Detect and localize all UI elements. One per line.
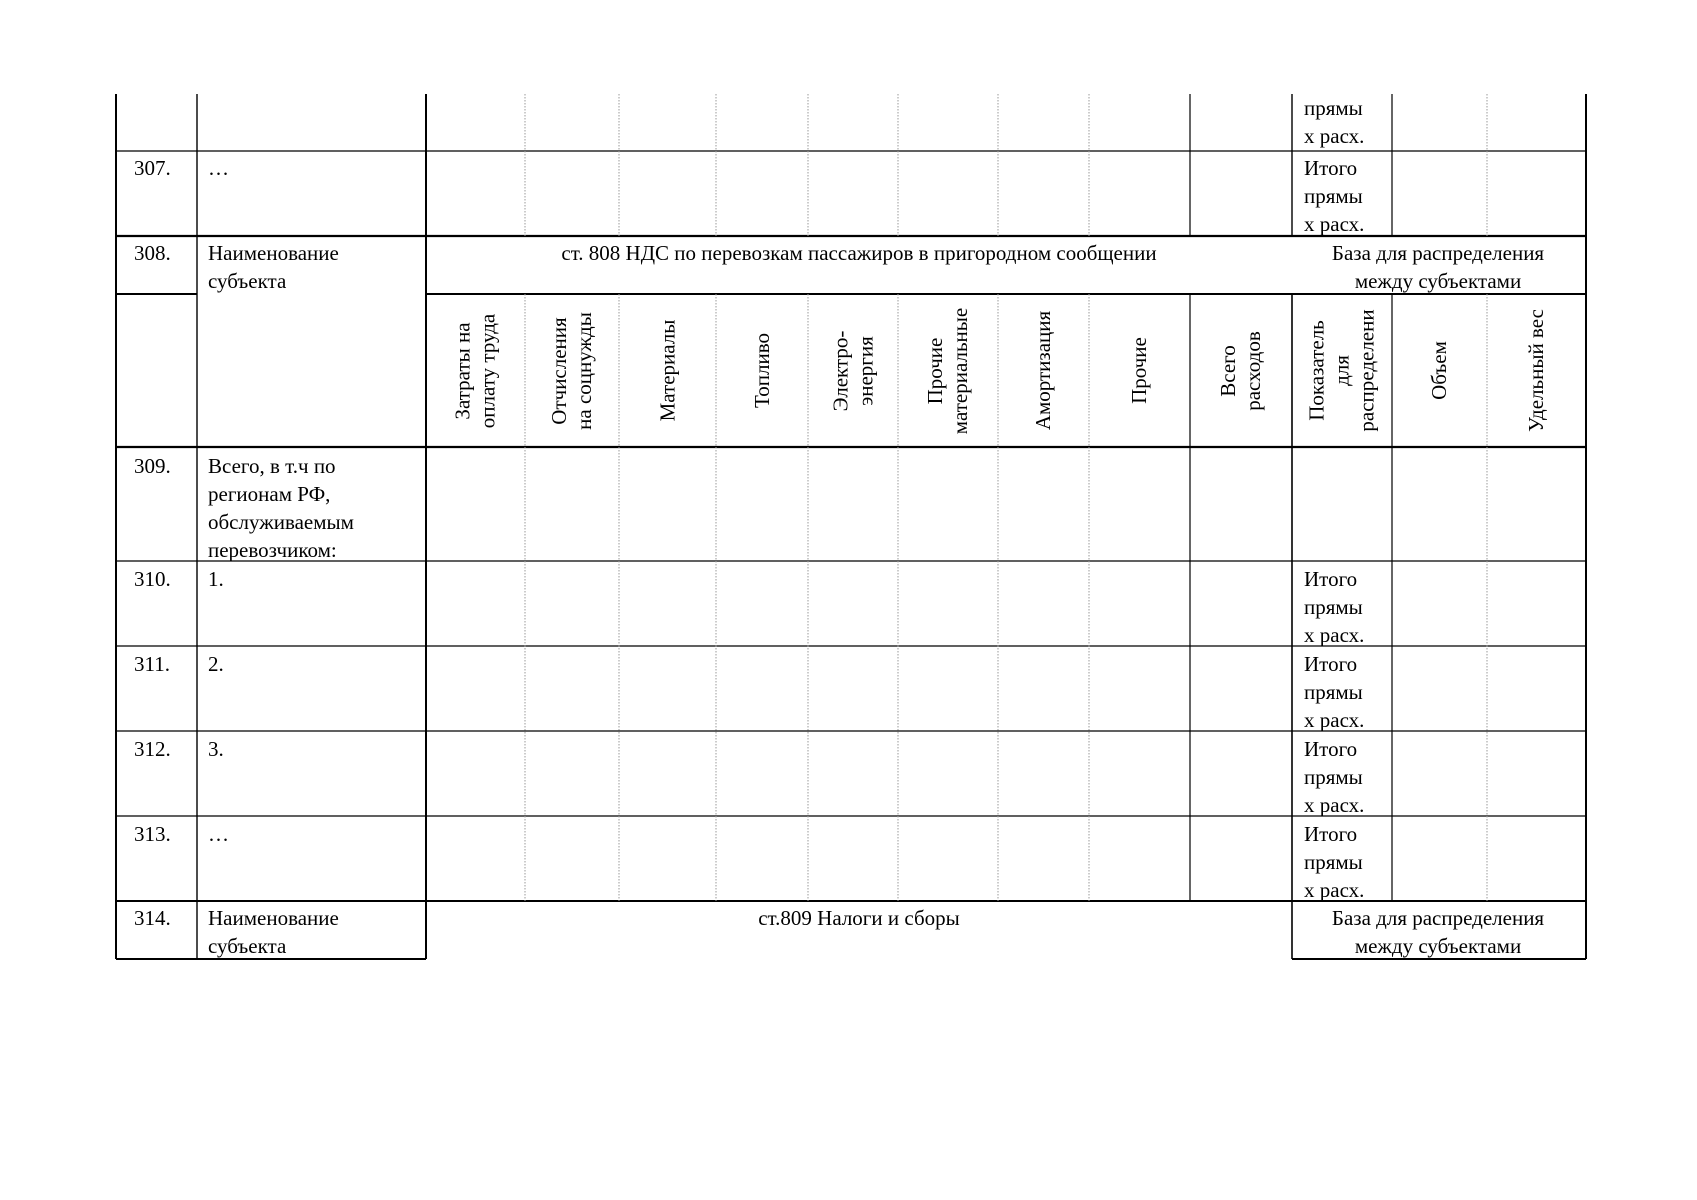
itogo-line: прямы — [1304, 680, 1363, 704]
top-fragment-itogo — [1294, 94, 1394, 150]
col-header-text: Электро- энергия — [828, 330, 877, 411]
col-header-text: Удельный вес — [1524, 309, 1548, 432]
itogo-line: прямы — [1304, 96, 1363, 120]
itogo-line: х расх. — [1304, 708, 1365, 732]
itogo-line: х расх. — [1304, 212, 1365, 236]
row-name-line: обслуживаемым — [208, 510, 354, 534]
itogo-line: Итого — [1304, 652, 1358, 676]
itogo-line: Итого — [1304, 737, 1358, 761]
row-name-313: … — [208, 822, 229, 846]
col-header-text: Материалы — [655, 319, 679, 422]
col-header-text: Показатель для распределени — [1304, 309, 1379, 432]
itogo-line: х расх. — [1304, 623, 1365, 647]
col-header-text: Затраты на оплату труда — [450, 313, 500, 428]
row-number-307: 307. — [134, 156, 171, 180]
base-title-line: между субъектами — [1354, 269, 1522, 293]
itogo-line: прямы — [1304, 184, 1363, 208]
row-name-line: перевозчиком: — [208, 538, 337, 562]
row-itogo-313 — [1294, 820, 1394, 904]
col-header-specific-weight — [1487, 296, 1586, 445]
col-header-text: Амортизация — [1031, 310, 1056, 431]
itogo-line: х расх. — [1304, 793, 1365, 817]
itogo-line: х расх. — [1304, 124, 1365, 148]
row-itogo-310 — [1294, 565, 1394, 649]
row-name-307: … — [208, 156, 229, 180]
itogo-line: Итого — [1304, 156, 1358, 180]
base-title-line: между субъектами — [1354, 934, 1522, 958]
col-header-other — [1089, 296, 1190, 445]
row-number-313: 313. — [134, 822, 171, 846]
subject-name-header-808 — [198, 239, 418, 295]
section-title-809: ст.809 Налоги и сборы — [758, 906, 960, 930]
row-itogo-312 — [1294, 735, 1394, 819]
subject-name-line: субъекта — [208, 269, 287, 293]
row-number-314: 314. — [134, 906, 171, 930]
col-header-electricity — [808, 296, 898, 445]
base-title-line: База для распределения — [1331, 241, 1545, 265]
col-header-total-expenses — [1190, 296, 1292, 445]
itogo-line: Итого — [1304, 567, 1358, 591]
col-header-social-contributions — [525, 296, 619, 445]
section-title-808: ст. 808 НДС по перевозкам пассажиров в пригородном сообщении — [561, 241, 1157, 265]
row-itogo-311 — [1294, 650, 1394, 734]
subject-name-line: субъекта — [208, 934, 287, 958]
row-name-line: Всего, в т.ч по — [208, 454, 336, 478]
col-header-volume — [1392, 296, 1487, 445]
col-header-text: Всего расходов — [1216, 330, 1265, 411]
col-header-text: Топливо — [749, 333, 774, 408]
row-number-311: 311. — [134, 652, 170, 676]
col-header-text: Прочие материальные — [923, 307, 973, 434]
itogo-line: Итого — [1304, 822, 1358, 846]
itogo-line: прямы — [1304, 765, 1363, 789]
row-itogo-307 — [1294, 154, 1394, 238]
row-number-308: 308. — [134, 241, 171, 265]
itogo-line: прямы — [1304, 850, 1363, 874]
col-header-materials — [619, 296, 716, 445]
col-header-distribution-indicator — [1292, 296, 1392, 445]
row-name-309 — [198, 452, 418, 564]
row-name-312: 3. — [208, 737, 224, 761]
col-header-text: Отчисления на соцнужды — [547, 311, 597, 430]
row-number-309: 309. — [134, 454, 171, 478]
col-header-other-materials — [898, 296, 998, 445]
col-header-labor-costs — [426, 296, 525, 445]
base-title-809 — [1290, 904, 1586, 960]
itogo-line: прямы — [1304, 595, 1363, 619]
col-header-depreciation — [998, 296, 1089, 445]
base-title-808 — [1290, 239, 1586, 295]
base-title-line: База для распределения — [1331, 906, 1545, 930]
subject-name-header-809 — [198, 904, 418, 960]
row-name-311: 2. — [208, 652, 224, 676]
itogo-line: х расх. — [1304, 878, 1365, 902]
row-name-line: регионам РФ, — [208, 482, 331, 506]
row-number-310: 310. — [134, 567, 171, 591]
col-header-text: Объем — [1426, 341, 1451, 400]
subject-name-line: Наименование — [208, 241, 339, 265]
row-name-310: 1. — [208, 567, 224, 591]
col-header-fuel — [716, 296, 808, 445]
col-header-text: Прочие — [1127, 337, 1151, 404]
row-number-312: 312. — [134, 737, 171, 761]
subject-name-line: Наименование — [208, 906, 339, 930]
